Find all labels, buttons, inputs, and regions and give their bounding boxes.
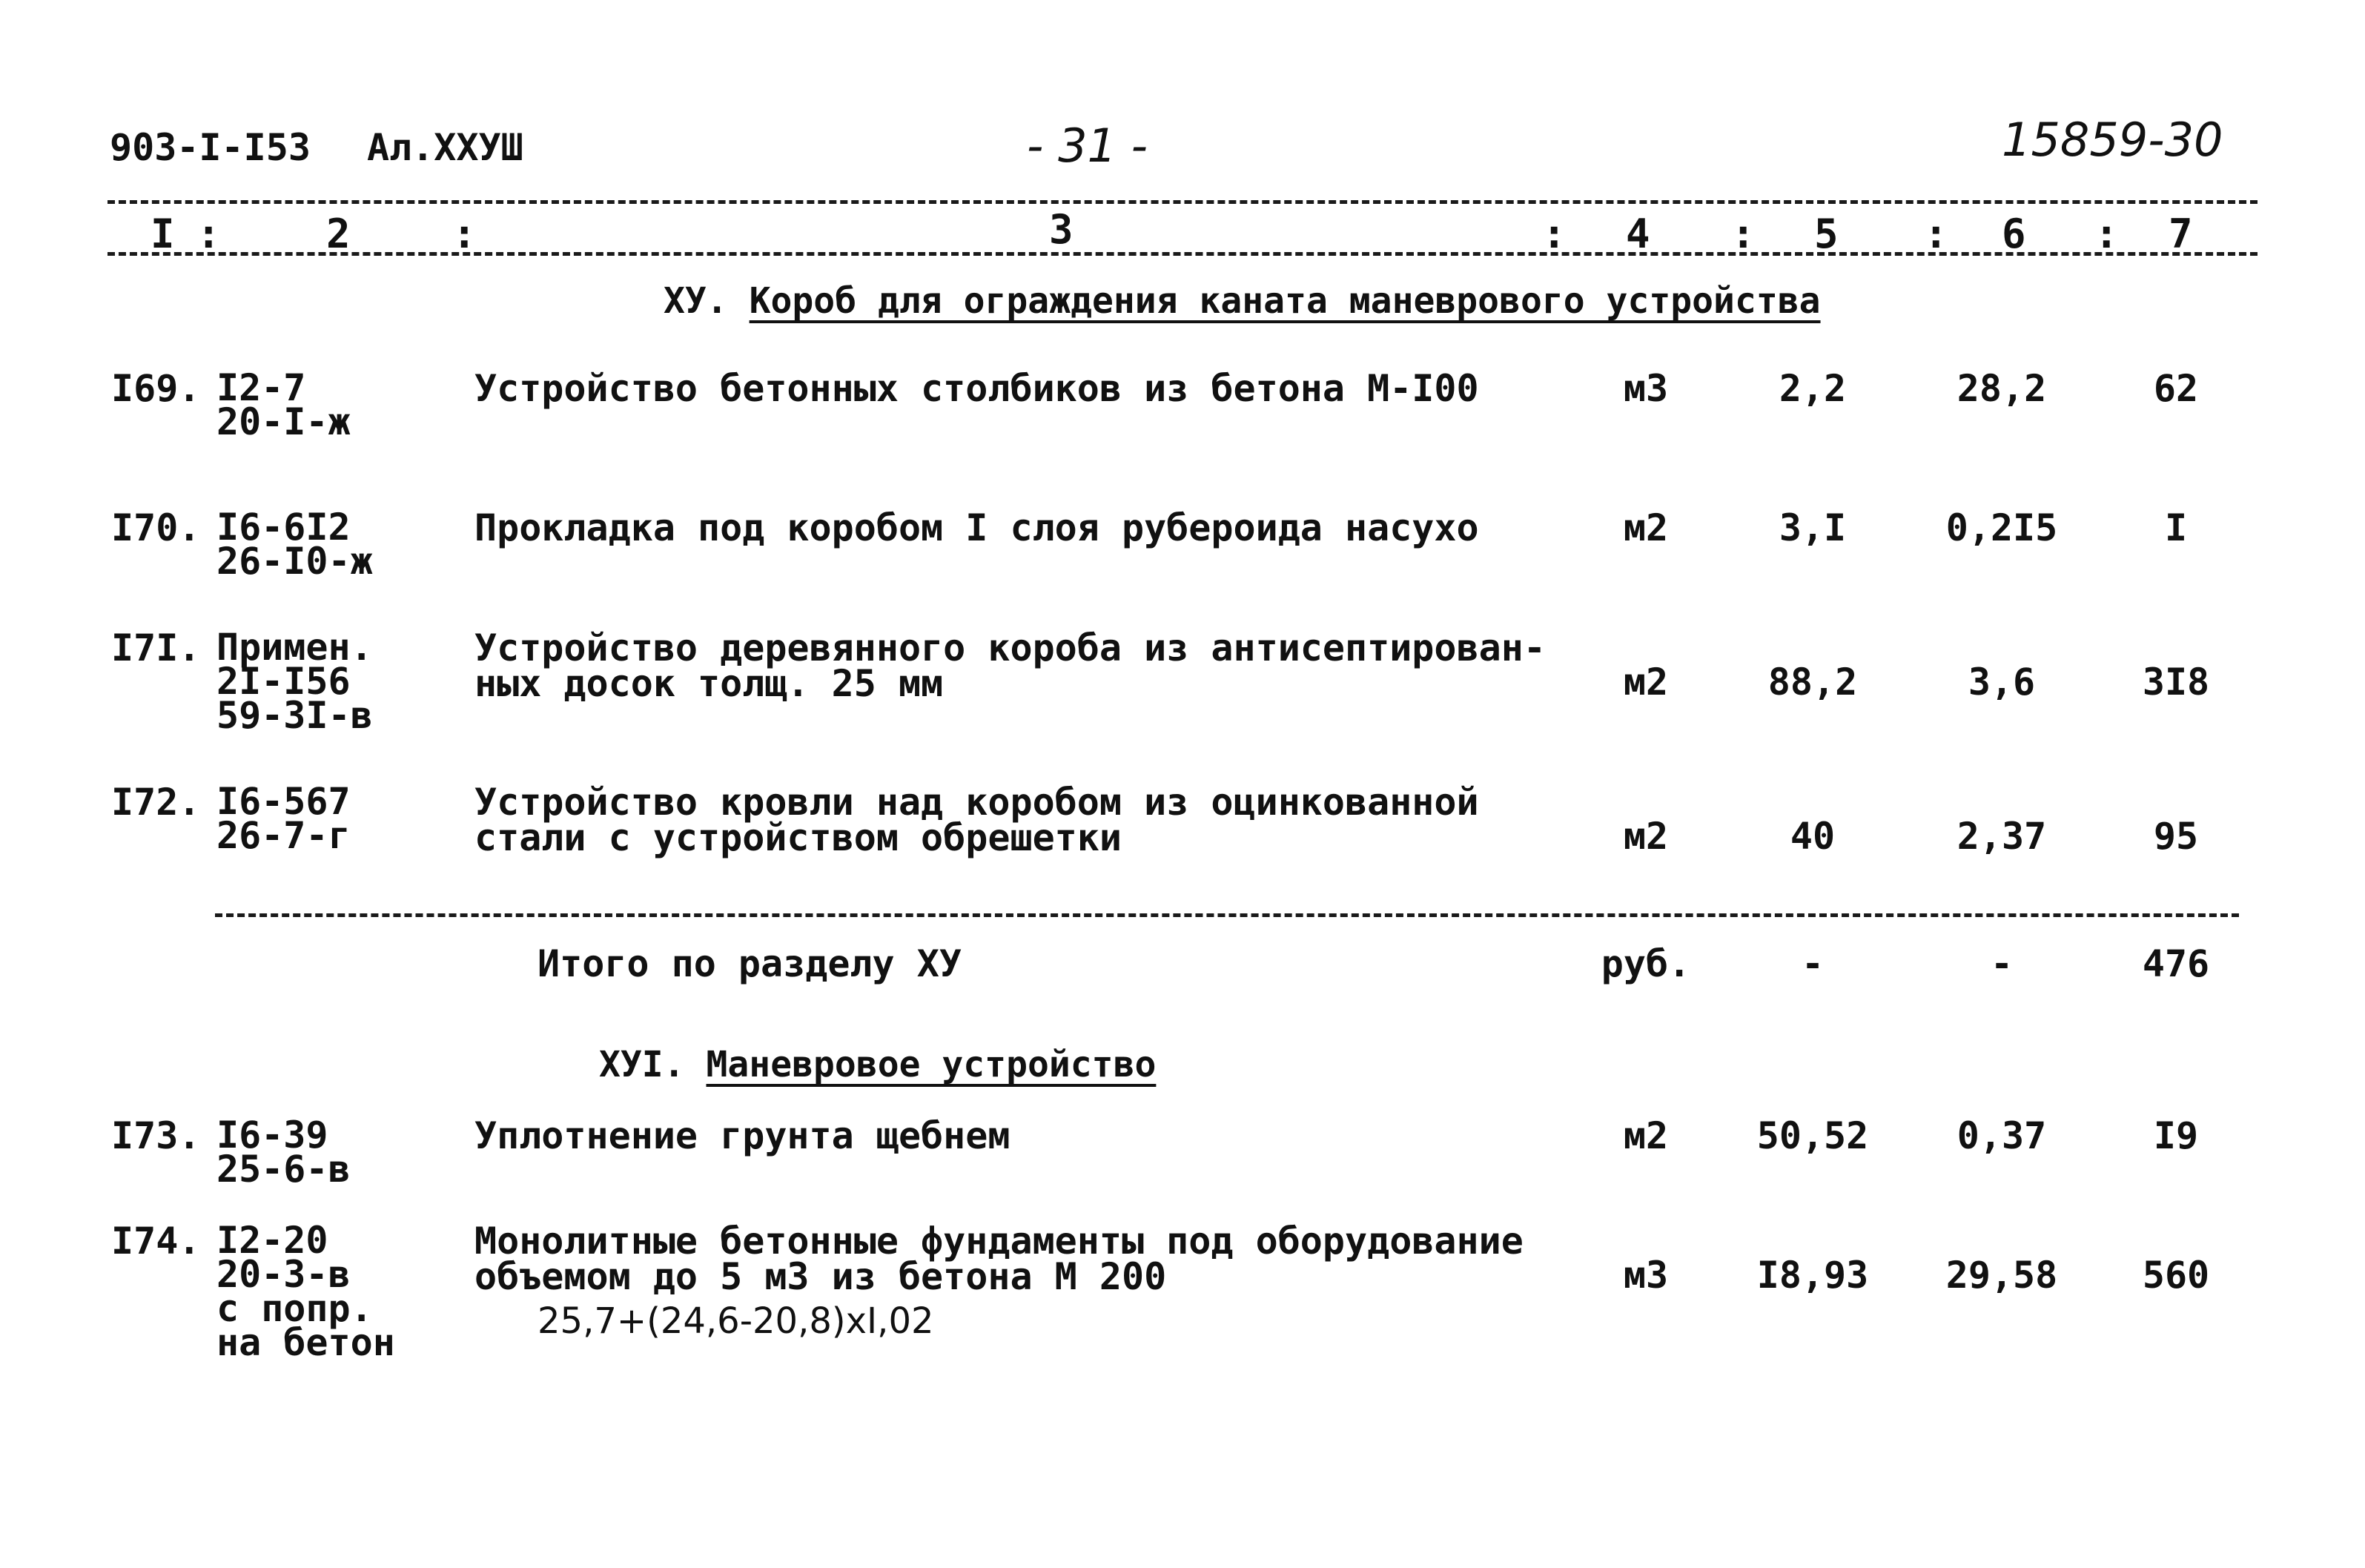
- unit-cell: руб.: [1601, 942, 1691, 985]
- page-number: - 31 -: [1027, 119, 1148, 173]
- unit-cell: м2: [1623, 1114, 1669, 1157]
- row-number: I74.: [111, 1220, 201, 1263]
- total-cost-cell: I9: [2153, 1114, 2199, 1157]
- row-number: I73.: [111, 1114, 201, 1157]
- total-cost-cell: 476: [2142, 942, 2210, 985]
- norm-code: I6-567 26-7-г: [216, 780, 351, 857]
- norm-code: I2-20 20-3-в с попр. на бетон: [216, 1219, 395, 1364]
- total-label: Итого по разделу ХУ: [538, 942, 962, 985]
- work-description: Прокладка под коробом I слоя рубероида насухо: [474, 506, 1479, 549]
- quantity-cell: 2,2: [1779, 367, 1847, 410]
- unit-cell: м3: [1623, 1254, 1669, 1297]
- column-number-2: 2: [326, 211, 351, 257]
- column-number-6: 6: [2002, 211, 2026, 257]
- unit-price-cell: 29,58: [1945, 1254, 2058, 1297]
- total-cost-cell: 560: [2142, 1254, 2210, 1297]
- section-name: Короб для ограждения каната маневрового устройства: [749, 280, 1821, 322]
- column-number-5: 5: [1814, 211, 1839, 257]
- norm-code: I6-6I2 26-I0-ж: [216, 506, 373, 583]
- row-number: I70.: [111, 506, 201, 549]
- column-number-4: 4: [1626, 211, 1650, 257]
- unit-price-cell: 0,2I5: [1945, 506, 2058, 549]
- column-number-1: I: [150, 211, 175, 257]
- document-code: 903-I-I53: [110, 126, 311, 169]
- work-description: Устройство бетонных столбиков из бетона М-I00: [474, 367, 1479, 410]
- quantity-cell: 88,2: [1767, 661, 1858, 704]
- unit-price-cell: -: [1990, 942, 2014, 985]
- quantity-cell: -: [1801, 942, 1825, 985]
- column-separator: :: [452, 211, 477, 257]
- norm-code: I6-39 25-6-в: [216, 1114, 351, 1191]
- column-number-3: 3: [1049, 206, 1074, 253]
- norm-code: I2-7 20-I-ж: [216, 366, 351, 443]
- section-title: [664, 280, 1821, 322]
- unit-price-cell: 3,6: [1968, 661, 2036, 704]
- unit-price-cell: 2,37: [1956, 815, 2047, 858]
- column-number-7: 7: [2169, 211, 2193, 257]
- work-description: Устройство деревянного короба из антисептирован- ных досок толщ. 25 мм: [474, 626, 1546, 705]
- unit-cell: м2: [1623, 661, 1669, 704]
- unit-price-cell: 28,2: [1956, 367, 2047, 410]
- row-number: I7I.: [111, 626, 201, 669]
- quantity-cell: 50,52: [1756, 1114, 1869, 1157]
- price-formula: 25,7+(24,6-20,8)хI,02: [538, 1300, 934, 1342]
- work-description: Уплотнение грунта щебнем: [474, 1114, 1010, 1157]
- unit-cell: м2: [1623, 506, 1669, 549]
- unit-cell: м3: [1623, 367, 1669, 410]
- work-description: Устройство кровли над коробом из оцинкованной стали с устройством обрешетки: [474, 781, 1479, 859]
- norm-code: Примен. 2I-I56 59-3I-в: [216, 626, 373, 737]
- section-title: [599, 1044, 1156, 1085]
- subtotal-rule: [215, 913, 2239, 917]
- total-cost-cell: 95: [2153, 815, 2199, 858]
- total-cost-cell: 3I8: [2142, 661, 2210, 704]
- quantity-cell: 40: [1790, 815, 1836, 858]
- total-cost-cell: 62: [2153, 367, 2199, 410]
- total-cost-cell: I: [2164, 506, 2188, 549]
- column-separator: :: [1731, 211, 1756, 257]
- column-separator: :: [1542, 211, 1567, 257]
- column-separator: :: [196, 211, 221, 257]
- row-number: I69.: [111, 367, 201, 410]
- work-description: Монолитные бетонные фундаменты под оборудование объемом до 5 м3 из бетона М 200: [474, 1220, 1524, 1298]
- quantity-cell: I8,93: [1756, 1254, 1869, 1297]
- quantity-cell: 3,I: [1779, 506, 1847, 549]
- section-number: ХУ.: [664, 280, 728, 322]
- section-name: Маневровое устройство: [706, 1044, 1157, 1085]
- row-number: I72.: [111, 781, 201, 824]
- sheet-code: 15859-30: [2002, 113, 2223, 167]
- column-separator: :: [1924, 211, 1948, 257]
- header-top-rule: [108, 200, 2258, 204]
- album-label: Ал.ХХУШ: [367, 126, 523, 169]
- section-number: ХУI.: [599, 1044, 685, 1085]
- unit-cell: м2: [1623, 815, 1669, 858]
- unit-price-cell: 0,37: [1956, 1114, 2047, 1157]
- column-separator: :: [2094, 211, 2119, 257]
